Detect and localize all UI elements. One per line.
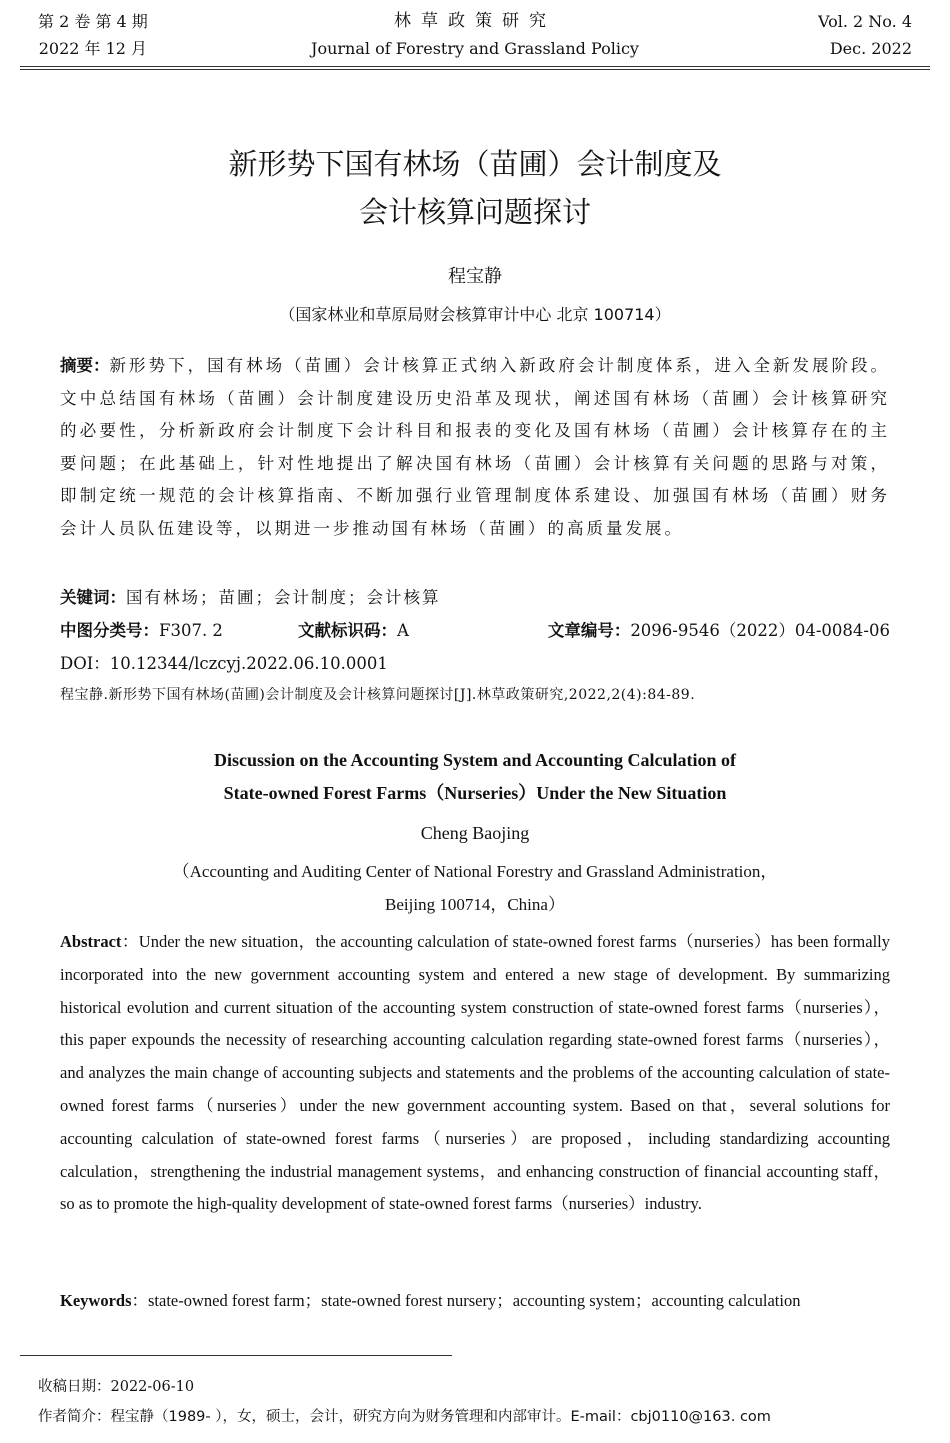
abstract-en-text: ：Under the new situation，the accounting calculation of state-owned forest farms（nurseries）has been formally incorporated into the new government accounting system and entered a new stage of development. By summarizing historical evolution and current situation of the accounting system construction of state-owned forest farms（nurseries），this paper expounds the necessity of researching accounting calculation regarding state-owned forest farms（nurseries），and analyzes the main change of accounting subjects and statements and the problems of the accounting calculation of state-owned forest farms（nurseries）under the new government accounting system. Based on that，several solutions for accounting calculation of state-owned forest farms（nurseries）are proposed，including standardizing accounting calculation，strengthening the industrial management systems，and enhancing construction of financial accounting staff，so as to promote the high-quality development of state-owned forest farms（nurseries）industry. bbox=[60, 932, 890, 1214]
doc-code bbox=[298, 617, 409, 641]
author-name-en: Cheng Baojing bbox=[420, 823, 530, 843]
title-cn-line1: 新形势下国有林场（苗圃）会计制度及 bbox=[228, 147, 722, 181]
affiliation-en bbox=[0, 855, 950, 921]
title-en-line1: Discussion on the Accounting System and Accounting Calculation of bbox=[213, 750, 737, 770]
citation: 程宝静.新形势下国有林场(苗圃)会计制度及会计核算问题探讨[J].林草政策研究,2022,2(4):84-89. bbox=[60, 687, 696, 703]
volume-en: Vol. 2 No. 4 bbox=[818, 12, 912, 31]
received-value: 2022-06-10 bbox=[110, 1379, 195, 1395]
date-en: Dec. 2022 bbox=[829, 39, 912, 58]
affiliation-en-line1: （Accounting and Auditing Center of National Forestry and Grassland Administration， bbox=[172, 862, 778, 881]
article-value: 2096-9546（2022）04-0084-06 bbox=[630, 621, 890, 640]
classification-line bbox=[60, 617, 890, 641]
doc-label: 文献标识码： bbox=[298, 621, 397, 640]
abstract-cn bbox=[60, 350, 890, 546]
journal-name-en: Journal of Forestry and Grassland Policy bbox=[311, 39, 639, 58]
affiliation-cn: （国家林业和草原局财会核算审计中心 北京 100714） bbox=[279, 305, 671, 324]
footnote-received bbox=[38, 1375, 194, 1396]
author-bio-label: 作者简介： bbox=[38, 1409, 111, 1425]
author-name-cn: 程宝静 bbox=[448, 266, 502, 287]
volume-cn: 第 2 卷 第 4 期 bbox=[38, 12, 148, 31]
keywords-en-text: ：state-owned forest farm；state-owned forest nursery；accounting system；accounting calculation bbox=[131, 1291, 801, 1310]
title-cn-line2: 会计核算问题探讨 bbox=[358, 195, 591, 229]
keywords-cn bbox=[60, 584, 441, 608]
abstract-en-label: Abstract bbox=[60, 932, 122, 951]
header-rule-bottom bbox=[20, 69, 930, 70]
keywords-cn-text: 国有林场；苗圃；会计制度；会计核算 bbox=[126, 588, 441, 607]
article-title-en bbox=[0, 744, 950, 810]
clc-label: 中图分类号： bbox=[60, 621, 159, 640]
keywords-cn-label: 关键词： bbox=[60, 588, 126, 607]
journal-name-cn: 林草政策研究 bbox=[394, 11, 556, 31]
doc-value: A bbox=[397, 621, 409, 640]
footnote-rule bbox=[20, 1355, 452, 1356]
footnote-author bbox=[38, 1405, 771, 1426]
received-label: 收稿日期： bbox=[38, 1379, 111, 1395]
page-header bbox=[0, 6, 950, 64]
header-center bbox=[0, 8, 950, 62]
clc-value: F307. 2 bbox=[159, 621, 223, 640]
abstract-cn-text: 新形势下，国有林场（苗圃）会计核算正式纳入新政府会计制度体系，进入全新发展阶段。文中总结国有林场（苗圃）会计制度建设历史沿革及现状，阐述国有林场（苗圃）会计核算研究的必要性，分析新政府会计制度下会计科目和报表的变化及国有林场（苗圃）会计核算存在的主要问题；在此基础上，针对性地提出了解决国有林场（苗圃）会计核算有关问题的思路与对策，即制定统一规范的会计核算指南、不断加强行业管理制度体系建设、加强国有林场（苗圃）财务会计人员队伍建设等，以期进一步推动国有林场（苗圃）的高质量发展。 bbox=[60, 356, 891, 538]
keywords-en-label: Keywords bbox=[60, 1291, 132, 1310]
keywords-en bbox=[60, 1287, 800, 1311]
date-cn: 2022 年 12 月 bbox=[38, 39, 148, 58]
article-number bbox=[548, 617, 890, 641]
header-right bbox=[818, 8, 912, 62]
article-label: 文章编号： bbox=[547, 621, 631, 640]
author-bio-value: 程宝静（1989- ），女，硕士，会计，研究方向为财务管理和内部审计。E-mail：cbj0110@163. com bbox=[110, 1409, 771, 1425]
doi: DOI：10.12344/lczcyj.2022.06.10.0001 bbox=[60, 654, 388, 673]
article-title-cn bbox=[0, 140, 950, 236]
title-en-line2: State-owned Forest Farms（Nurseries）Under the New Situation bbox=[223, 783, 727, 803]
affiliation-en-line2: Beijing 100714，China） bbox=[385, 895, 565, 914]
abstract-en bbox=[60, 926, 890, 1221]
abstract-cn-label: 摘要： bbox=[60, 356, 110, 375]
header-rule-top bbox=[20, 66, 930, 67]
